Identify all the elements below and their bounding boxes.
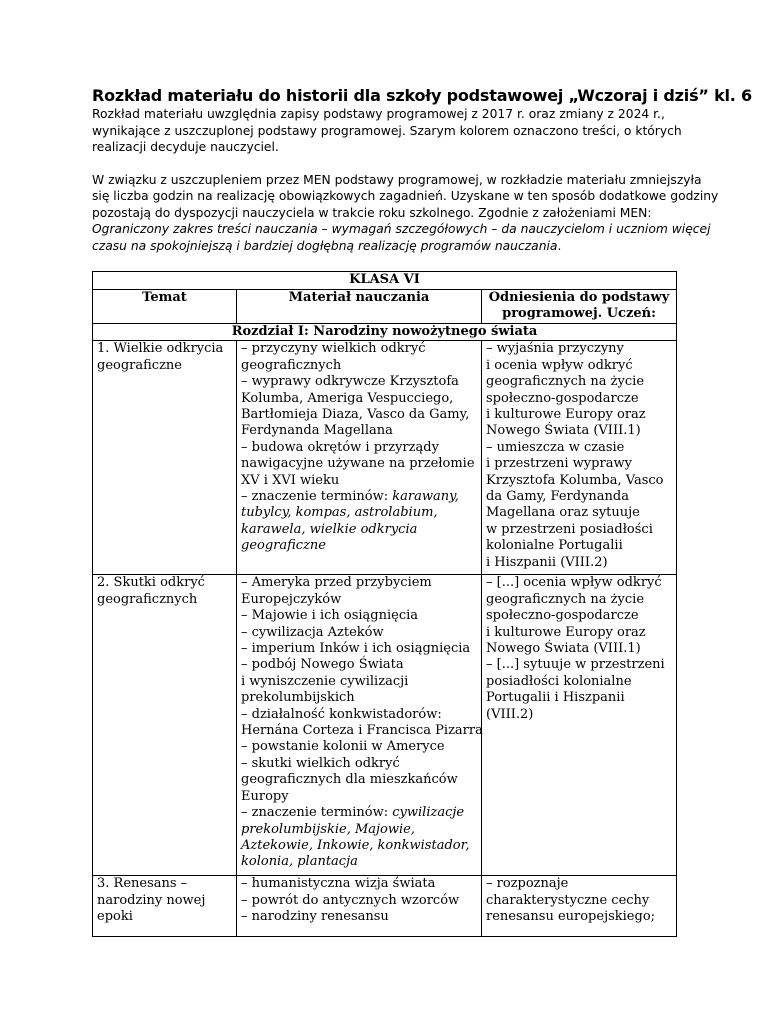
column-header-topic: Temat [93, 290, 237, 324]
topic-line: geograficzne [97, 357, 182, 373]
chapter-header: Rozdział I: Narodziny nowożytnego świata [93, 324, 677, 341]
table-row [93, 575, 677, 876]
standard-line: Magellana oraz sytuuje [486, 505, 640, 521]
standard-line: geograficznych na życie [486, 591, 645, 607]
intro-quote-line: czasu na spokojniejszą i bardziej dogłębną realizację programów nauczania. [92, 238, 562, 253]
material-line: – budowa okrętów i przyrządy [241, 439, 439, 455]
terms-line: kolonia, plantacja [241, 854, 358, 870]
standard-line: – umieszcza w czasie [486, 439, 625, 455]
intro-line: wynikające z uszczuplonej podstawy programowej. Szarym kolorem oznaczono treści, o których [92, 123, 682, 138]
curriculum-table [92, 271, 677, 937]
standard-line: Portugalii i Hiszpanii [486, 690, 625, 706]
standard-cell [482, 341, 677, 575]
standard-line: społeczno-gospodarcze [486, 608, 639, 624]
material-line: – Ameryka przed przybyciem [241, 575, 432, 591]
standard-line: posiadłości kolonialne [486, 673, 632, 689]
intro-paragraph-2 [92, 172, 719, 255]
intro-line: Rozkład materiału uwzględnia zapisy podstawy programowej z 2017 r. oraz zmiany z 2024 r., [92, 107, 665, 121]
standard-line: – rozpoznaje [486, 876, 569, 892]
document-header [92, 86, 752, 254]
intro-quote-line: Ograniczony zakres treści nauczania – wymagań szczegółowych – da nauczycielom i uczniom więcej [92, 222, 711, 236]
standard-line: i kulturowe Europy oraz [486, 624, 646, 640]
material-cell [237, 876, 482, 937]
topic-cell [93, 575, 237, 876]
column-header-material: Materiał nauczania [237, 290, 482, 324]
material-line: – humanistyczna wizja świata [241, 876, 436, 892]
standard-line: Nowego Świata (VIII.1) [486, 641, 641, 657]
intro-line: się liczba godzin na realizację obowiązkowych zagadnień. Uzyskane w ten sposób dodatkowe godziny [92, 189, 719, 203]
standard-line: – [...] ocenia wpływ odkryć [486, 575, 662, 591]
standard-line: (VIII.2) [486, 706, 534, 722]
material-line: – działalność konkwistadorów: [241, 706, 442, 722]
material-line: geograficznych dla mieszkańców [241, 772, 458, 788]
topic-cell [93, 876, 237, 937]
material-line: – narodziny renesansu [241, 909, 389, 925]
material-line: – cywilizacja Azteków [241, 624, 384, 640]
header-line: programowej. Uczeń: [502, 306, 656, 322]
intro-line: realizacji decyduje nauczyciel. [92, 140, 279, 154]
standard-line: i przestrzeni wyprawy [486, 456, 632, 472]
topic-line: narodziny nowej [97, 892, 206, 908]
material-line: Hernána Corteza i Francisca Pizarra [241, 723, 483, 739]
material-line: Kolumba, Ameriga Vespucciego, [241, 390, 454, 406]
material-cell [237, 341, 482, 575]
terms-line: Aztekowie, Inkowie, konkwistador, [241, 837, 470, 853]
standard-line: renesansu europejskiego; [486, 909, 656, 925]
topic-line: 2. Skutki odkryć [97, 575, 205, 591]
intro-line: pozostają do dyspozycji nauczyciela w trakcie roku szkolnego. Zgodnie z założeniami MEN: [92, 205, 652, 220]
material-line: Ferdynanda Magellana [241, 423, 393, 439]
intro-line: W związku z uszczupleniem przez MEN podstawy programowej, w rozkładzie materiału zmniejszyła [92, 172, 702, 187]
standard-cell [482, 876, 677, 937]
topic-line: epoki [97, 909, 133, 925]
material-line: Europejczyków [241, 591, 342, 607]
standard-line: charakterystyczne cechy [486, 892, 650, 908]
standard-line: społeczno-gospodarcze [486, 390, 639, 406]
material-line: Bartłomieja Diaza, Vasco da Gamy, [241, 407, 470, 423]
standard-line: i kulturowe Europy oraz [486, 407, 646, 423]
material-line: prekolumbijskich [241, 690, 355, 706]
standard-line: w przestrzeni posiadłości [486, 521, 653, 537]
material-line: Europy [241, 788, 289, 804]
standard-line: geograficznych na życie [486, 374, 645, 390]
intro [92, 106, 719, 254]
intro-paragraph-1 [92, 106, 682, 156]
document-title: Rozkład materiału do historii dla szkoły podstawowej „Wczoraj i dziś” kl. 6 [92, 86, 752, 105]
table-row [93, 876, 677, 937]
standard-line: – [...] sytuuje w przestrzeni [486, 657, 665, 673]
standard-line: kolonialne Portugalii [486, 538, 623, 554]
class-header: KLASA VI [93, 272, 677, 290]
terms-line: – znaczenie terminów: cywilizacje [241, 805, 465, 821]
material-line: – Majowie i ich osiągnięcia [241, 608, 419, 624]
material-cell [237, 575, 482, 876]
material-line: XV i XVI wieku [241, 472, 340, 488]
topic-cell [93, 341, 237, 575]
standard-line: – wyjaśnia przyczyny [486, 341, 624, 357]
standard-line: da Gamy, Ferdynanda [486, 489, 629, 505]
material-line: – przyczyny wielkich odkryć [241, 341, 426, 357]
standard-cell [482, 575, 677, 876]
material-line: i wyniszczenie cywilizacji [241, 673, 409, 689]
topic-line: 3. Renesans – [97, 876, 188, 892]
topic-line: geograficznych [97, 591, 198, 607]
material-line: – wyprawy odkrywcze Krzysztofa [241, 374, 459, 390]
material-line: – skutki wielkich odkryć [241, 755, 400, 771]
column-header-standard [482, 290, 677, 324]
material-line: – powstanie kolonii w Ameryce [241, 739, 445, 755]
terms-line: tubylcy, kompas, astrolabium, [241, 505, 438, 521]
standard-line: i Hiszpanii (VIII.2) [486, 554, 608, 570]
header-line: Odniesienia do podstawy [488, 290, 670, 305]
material-line: geograficznych [241, 357, 342, 373]
topic-line: 1. Wielkie odkrycia [97, 341, 224, 357]
material-line: – podbój Nowego Świata [241, 657, 404, 673]
standard-line: Nowego Świata (VIII.1) [486, 423, 641, 439]
standard-line: i ocenia wpływ odkryć [486, 357, 633, 373]
terms-line: – znaczenie terminów: karawany, [241, 489, 459, 505]
terms-line: prekolumbijskie, Majowie, [241, 821, 415, 837]
table-row [93, 341, 677, 575]
material-line: – imperium Inków i ich osiągnięcia [241, 641, 471, 657]
standard-line: Krzysztofa Kolumba, Vasco [486, 472, 664, 488]
material-line: – powrót do antycznych wzorców [241, 892, 460, 908]
terms-line: karawela, wielkie odkrycia [241, 521, 418, 537]
terms-line: geograficzne [241, 538, 326, 554]
material-line: nawigacyjne używane na przełomie [241, 456, 475, 472]
